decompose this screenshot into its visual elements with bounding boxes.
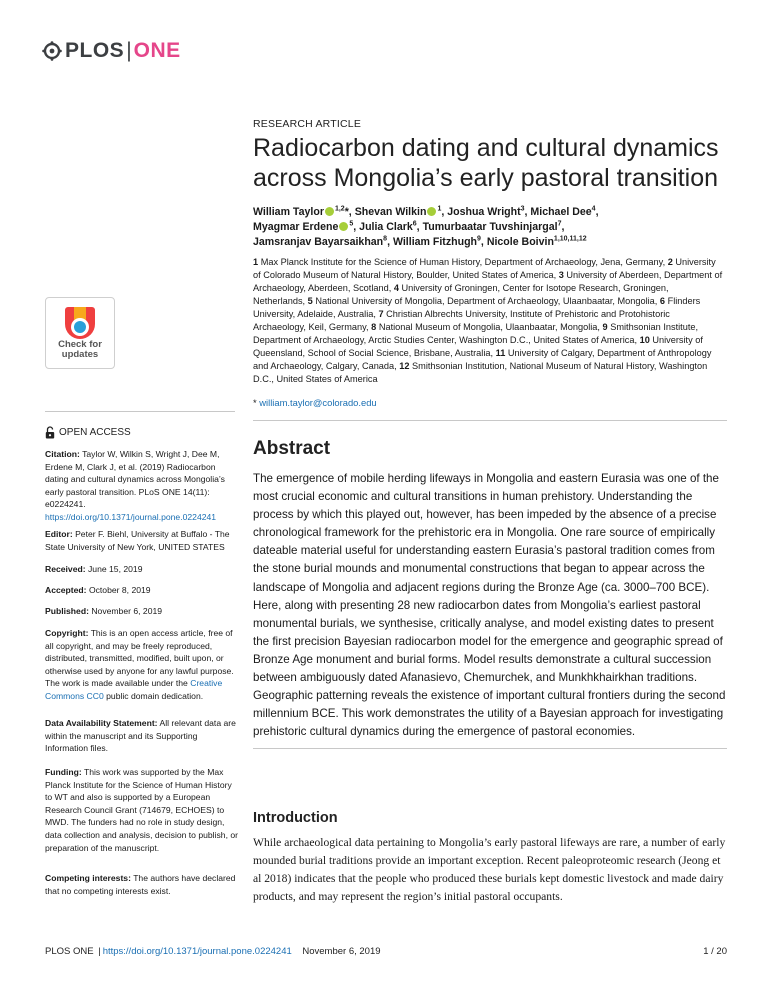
affiliation-number: 8: [371, 322, 377, 332]
author-name[interactable]: Shevan Wilkin: [354, 206, 427, 218]
orcid-icon[interactable]: [427, 207, 436, 216]
cc0-link[interactable]: Creative Commons CC0: [45, 678, 223, 701]
author-separator: *,: [344, 206, 355, 218]
author-list: [253, 205, 723, 250]
affiliation-text: National University of Mongolia, Department of Archaeology, Ulaanbaatar, Mongolia,: [315, 296, 658, 306]
affiliation-text: Max Planck Institute for the Science of Human History, Department of Archaeology, Jena, Germany,: [260, 257, 666, 267]
data-availability-block: [45, 717, 240, 755]
author-name[interactable]: Myagmar Erdene: [253, 221, 339, 233]
author-affiliation-sup: 1,10,11,12: [553, 235, 587, 243]
affiliation-number: 1: [253, 257, 259, 267]
published-date: November 6, 2019: [91, 606, 163, 616]
logo-one-text: ONE: [133, 39, 181, 62]
author-affiliation-sup: 7: [557, 220, 562, 228]
editor-block: [45, 528, 240, 553]
affiliation-text: University of Groningen, Center for Isotope Research, Groningen, Netherlands,: [253, 283, 669, 306]
author-name[interactable]: Michael Dee: [530, 206, 592, 218]
competing-interests-label: Competing interests:: [45, 873, 131, 883]
footer-doi-link[interactable]: https://doi.org/10.1371/journal.pone.0224241: [102, 946, 292, 957]
received-block: [45, 563, 240, 576]
accepted-date: October 8, 2019: [88, 585, 151, 595]
author-separator: ,: [480, 236, 487, 248]
editor-label: Editor:: [45, 529, 73, 539]
affiliation-number: 10: [639, 335, 650, 345]
author-affiliation-sup: 8: [383, 235, 388, 243]
affiliation-number: 4: [393, 283, 399, 293]
corresponding-email: [253, 397, 377, 408]
author-name[interactable]: Tumurbaatar Tuvshinjargal: [422, 221, 558, 233]
affiliation-number: 3: [558, 270, 564, 280]
affiliation-text: University of Colorado Museum of Natural History, Boulder, United States of America,: [253, 257, 716, 280]
abstract-text: The emergence of mobile herding lifeways in Mongolia and eastern Eurasia was one of the most crucial economic and cultural transitions in human prehistory. Understanding the process by which this played out, however, has been impeded by the absence of a precise chronological framework for the prehistoric era in Mongolia. One rare source of empirically dateable material useful for understanding eastern Eurasia’s pastoral tradition comes from the stone burial mounds and monumental constructions that began to appear across the landscape of Mongolia and adjacent regions during the Bronze Age (ca. 3000–700 BCE). Here, along with presenting 28 new radiocarbon dates from Mongolia’s earliest pastoral monumental burials, we synthesise, critically analyse, and model existing dates to present the first precision Bayesian radiocarbon model for the emergence and geographic spread of Bronze Age monument and burial forms. Model results demonstrate a cultural succession between ambiguously dated Afanasievo, Chemurchek, and Munkhkhairkhan traditions. Geographic patterning reveals the existence of important cultural frontiers during the second millennium BCE. This work demonstrates the utility of a Bayesian approach for investigating prehistoric cultural dynamics during the emergence of pastoral economies.: [253, 472, 726, 739]
citation-label: Citation:: [45, 449, 80, 459]
crossmark-icon: [60, 303, 100, 339]
author-name[interactable]: William Fitzhugh: [392, 236, 478, 248]
accepted-block: [45, 584, 240, 597]
author-separator: ,: [353, 221, 360, 233]
author-affiliation-sup: 1: [437, 205, 442, 213]
open-access-badge: [45, 426, 131, 439]
author-name[interactable]: Joshua Wright: [447, 206, 521, 218]
author-affiliation-sup: 1,2: [334, 205, 345, 213]
citation-block: [45, 448, 240, 524]
abstract-heading: Abstract: [253, 438, 331, 459]
affiliation-text: University of Queensland, School of Social Science, Brisbane, Australia,: [253, 335, 703, 358]
affiliation-text: Christian Albrechts University, Institute of Prehistoric and Protohistoric Archaeology, Keil, Germany,: [253, 309, 670, 332]
orcid-icon[interactable]: [325, 207, 334, 216]
logo-plos-text: PLOS: [65, 39, 125, 62]
plos-logo-icon: [42, 41, 62, 61]
competing-interests-text: The authors have declared that no competing interests exist.: [45, 873, 236, 896]
plos-one-logo[interactable]: [42, 38, 181, 64]
divider: [253, 748, 727, 749]
crossmark-label-line2: updates: [61, 349, 99, 360]
data-availability-label: Data Availability Statement:: [45, 718, 158, 728]
received-label: Received:: [45, 564, 86, 574]
funding-block: [45, 766, 240, 854]
affiliation-text: Smithsonian Institute, Department of Archaeology, Arctic Studies Center, Washington D.C., United States of America,: [253, 322, 699, 345]
author-name[interactable]: Jamsranjav Bayarsaikhan: [253, 236, 384, 248]
introduction-text: While archaeological data pertaining to Mongolia’s early pastoral lifeways are rare, a number of early mounded burial traditions provide an important exception. Recent paleoproteomic research (Jeong et al 2018) indicates that the people who produced these burials kept domestic livestock and made dairy products, and may represent the region’s initial pastoral occupants.: [253, 836, 726, 903]
citation-doi-link[interactable]: https://doi.org/10.1371/journal.pone.0224241: [45, 511, 217, 522]
affiliation-text: National Museum of Mongolia, Ulaanbaatar, Mongolia,: [378, 322, 600, 332]
article-type-label: RESEARCH ARTICLE: [253, 118, 362, 130]
author-separator: ,: [595, 206, 599, 218]
orcid-icon[interactable]: [339, 222, 348, 231]
published-label: Published:: [45, 606, 89, 616]
footer-date: November 6, 2019: [302, 946, 381, 957]
author-affiliation-sup: 9: [477, 235, 481, 243]
accepted-label: Accepted:: [45, 585, 87, 595]
copyright-tail: public domain dedication.: [106, 690, 204, 701]
check-for-updates-badge[interactable]: [45, 297, 115, 369]
author-name[interactable]: Nicole Boivin: [486, 236, 554, 248]
editor-text: Peter F. Biehl, University at Buffalo - The State University of New York, UNITED STATES: [45, 529, 230, 552]
footer-journal: PLOS ONE: [45, 946, 94, 957]
email-asterisk: *: [253, 397, 260, 408]
introduction-heading: Introduction: [253, 810, 338, 826]
divider: [45, 411, 235, 412]
author-affiliation-sup: 6: [412, 220, 417, 228]
page-footer: [45, 946, 381, 957]
funding-label: Funding:: [45, 767, 82, 777]
received-date: June 15, 2019: [88, 564, 143, 574]
affiliation-number: 2: [667, 257, 673, 267]
open-lock-icon: [45, 426, 55, 439]
copyright-text: This is an open access article, free of all copyright, and may be freely reproduced, distributed, transmitted, modified, built upon, or otherwise used by anyone for any lawful purpose. The work is made available under the: [45, 628, 234, 689]
data-availability-text: All relevant data are within the manuscript and its Supporting Information files.: [45, 718, 236, 754]
author-name[interactable]: Julia Clark: [359, 221, 413, 233]
author-affiliation-sup: 3: [520, 205, 525, 213]
affiliation-number: 12: [399, 361, 410, 371]
affiliation-text: University of Calgary, Department of Anthropology and Archaeology, Calgary, Canada,: [253, 348, 712, 371]
author-name[interactable]: William Taylor: [253, 206, 324, 218]
author-separator: ,: [524, 206, 531, 218]
author-affiliation-sup: 5: [349, 220, 354, 228]
author-separator: ,: [441, 206, 448, 218]
logo-divider: |: [126, 39, 132, 62]
citation-text: Taylor W, Wilkin S, Wright J, Dee M, Erdene M, Clark J, et al. (2019) Radiocarbon dating and cultural dynamics across Mongolia’s early pastoral transition. PLoS ONE 14(11): e0224241.: [45, 449, 225, 510]
author-separator: ,: [561, 221, 565, 233]
divider: [253, 420, 727, 421]
copyright-label: Copyright:: [45, 628, 89, 638]
crossmark-label-line1: Check for: [58, 339, 102, 350]
competing-interests-block: [45, 872, 240, 897]
affiliation-number: 6: [659, 296, 666, 306]
affiliations: [253, 256, 723, 386]
open-access-label: OPEN ACCESS: [59, 427, 131, 438]
affiliation-number: 5: [307, 296, 313, 306]
affiliation-text: Flinders University, Adelaide, Australia,: [253, 296, 701, 319]
affiliation-number: 7: [378, 309, 384, 319]
affiliation-number: 11: [495, 348, 506, 358]
page-number: 1 / 20: [703, 946, 727, 957]
published-block: [45, 605, 240, 618]
email-link[interactable]: william.taylor@colorado.edu: [259, 397, 377, 408]
author-separator: ,: [416, 221, 423, 233]
affiliation-number: 9: [602, 322, 608, 332]
author-separator: ,: [387, 236, 393, 248]
affiliation-text: University of Aberdeen, Department of Archaeology, Aberdeen, Scotland,: [253, 270, 723, 293]
author-affiliation-sup: 4: [591, 205, 596, 213]
funding-text: This work was supported by the Max Planck Institute for the Science of Human History to WT and also is supported by a European Research Council Grant (714679, ECHOES) to MWD. The funders had no role in study design, data collection and analysis, decision to publish, or preparation of the manuscript.: [45, 767, 238, 853]
copyright-block: [45, 627, 240, 703]
footer-separator: |: [98, 946, 101, 957]
affiliation-text: Smithsonian Institution, National Museum of Natural History, Washington D.C., United States of America: [253, 361, 708, 384]
article-title: Radiocarbon dating and cultural dynamics across Mongolia’s early pastoral transition: [253, 134, 719, 192]
